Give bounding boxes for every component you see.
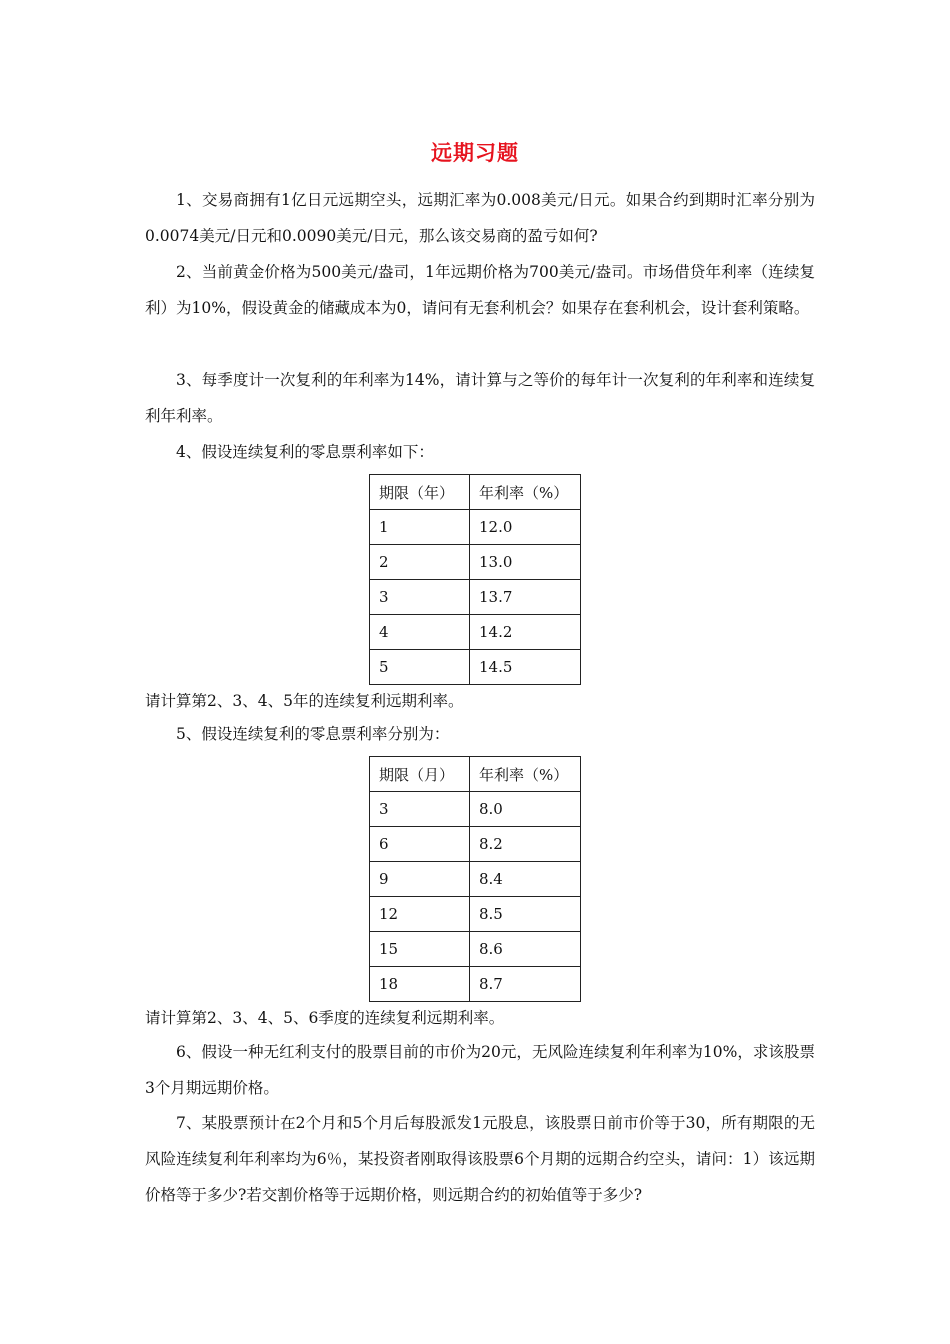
column-header: 年利率（%） — [470, 475, 581, 510]
table-header-row — [370, 475, 581, 510]
table-cell: 1 — [370, 510, 470, 545]
table-cell: 8.7 — [470, 967, 581, 1002]
table-row — [370, 615, 581, 650]
table-row — [370, 792, 581, 827]
page-title: 远期习题 — [431, 140, 519, 165]
question-5-intro: 5、假设连续复利的零息票利率分别为： — [176, 725, 450, 743]
table-cell: 8.6 — [470, 932, 581, 967]
question-1: 1、交易商拥有1亿日元远期空头，远期汇率为0.008美元/日元。如果合约到期时汇率分别为0.0074美元/日元和0.0090美元/日元，那么该交易商的盈亏如何? — [145, 191, 815, 245]
table-row — [370, 545, 581, 580]
table-cell: 9 — [370, 862, 470, 897]
table-cell: 12 — [370, 897, 470, 932]
table-row — [370, 510, 581, 545]
question-2: 2、当前黄金价格为500美元/盎司，1年远期价格为700美元/盎司。市场借贷年利率（连续复利）为10%，假设黄金的储藏成本为0，请问有无套利机会？如果存在套利机会，设计套利策略。 — [145, 263, 815, 317]
table-row — [370, 650, 581, 685]
table-cell: 3 — [370, 580, 470, 615]
table-cell: 8.5 — [470, 897, 581, 932]
column-header: 期限（月） — [370, 757, 470, 792]
table-row — [370, 932, 581, 967]
column-header: 期限（年） — [370, 475, 470, 510]
table-cell: 13.0 — [470, 545, 581, 580]
table-cell: 2 — [370, 545, 470, 580]
table-cell: 8.2 — [470, 827, 581, 862]
question-4-intro: 4、假设连续复利的零息票利率如下： — [176, 443, 434, 461]
column-header: 年利率（%） — [470, 757, 581, 792]
rates-table-years — [369, 474, 581, 685]
table-cell: 18 — [370, 967, 470, 1002]
table-cell: 13.7 — [470, 580, 581, 615]
table-row — [370, 967, 581, 1002]
rates-table-months — [369, 756, 581, 1002]
table-cell: 5 — [370, 650, 470, 685]
table-cell: 8.4 — [470, 862, 581, 897]
question-6: 6、假设一种无红利支付的股票目前的市价为20元，无风险连续复利年利率为10%，求该股票3个月期远期价格。 — [145, 1043, 815, 1097]
question-4-ask: 请计算第2、3、4、5年的连续复利远期利率。 — [145, 692, 464, 710]
table-cell: 6 — [370, 827, 470, 862]
table-cell: 15 — [370, 932, 470, 967]
question-5-ask: 请计算第2、3、4、5、6季度的连续复利远期利率。 — [145, 1009, 505, 1027]
table-header-row — [370, 757, 581, 792]
table-cell: 3 — [370, 792, 470, 827]
table-cell: 14.5 — [470, 650, 581, 685]
table-cell: 12.0 — [470, 510, 581, 545]
question-3: 3、每季度计一次复利的年利率为14%，请计算与之等价的每年计一次复利的年利率和连续复利年利率。 — [145, 371, 815, 425]
table-row — [370, 897, 581, 932]
table-cell: 14.2 — [470, 615, 581, 650]
table-cell: 4 — [370, 615, 470, 650]
table-row — [370, 862, 581, 897]
question-7: 7、某股票预计在2个月和5个月后每股派发1元股息，该股票日前市价等于30，所有期限的无风险连续复利年利率均为6％，某投资者刚取得该股票6个月期的远期合约空头，请问：1）该远期价格等于多少?若交割价格等于远期价格，则远期合约的初始值等于多少? — [145, 1114, 815, 1204]
table-row — [370, 827, 581, 862]
table-row — [370, 580, 581, 615]
table-cell: 8.0 — [470, 792, 581, 827]
